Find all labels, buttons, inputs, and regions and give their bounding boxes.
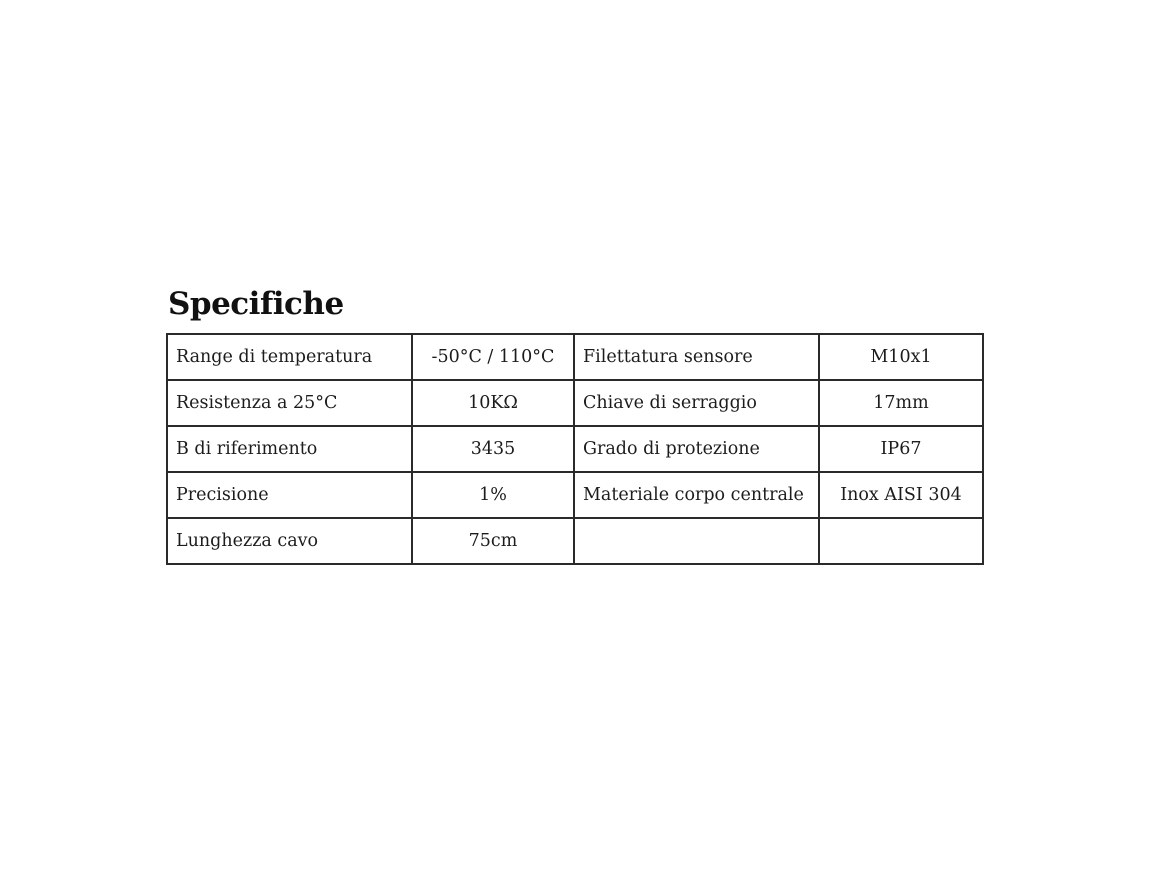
table-row: [167, 380, 983, 426]
spec-value-cell: -50°C / 110°C: [412, 334, 574, 380]
spec-value-cell: 1%: [412, 472, 574, 518]
empty-cell: [819, 518, 983, 564]
page-title: Specifiche: [168, 286, 344, 322]
spec-value-cell: IP67: [819, 426, 983, 472]
spec-value-cell: 10KΩ: [412, 380, 574, 426]
spec-label-cell: Chiave di serraggio: [574, 380, 819, 426]
spec-value-cell: 17mm: [819, 380, 983, 426]
spec-label-cell: Grado di protezione: [574, 426, 819, 472]
spec-label-cell: Filettatura sensore: [574, 334, 819, 380]
spec-value-cell: Inox AISI 304: [819, 472, 983, 518]
specifications-table: [166, 333, 984, 565]
empty-cell: [574, 518, 819, 564]
table-row: [167, 472, 983, 518]
spec-label-cell: B di riferimento: [167, 426, 412, 472]
spec-label-cell: Materiale corpo centrale: [574, 472, 819, 518]
table-row: [167, 334, 983, 380]
spec-label-cell: Range di temperatura: [167, 334, 412, 380]
spec-value-cell: 75cm: [412, 518, 574, 564]
spec-value-cell: M10x1: [819, 334, 983, 380]
spec-label-cell: Lunghezza cavo: [167, 518, 412, 564]
spec-label-cell: Precisione: [167, 472, 412, 518]
spec-label-cell: Resistenza a 25°C: [167, 380, 412, 426]
spec-value-cell: 3435: [412, 426, 574, 472]
table-row: [167, 518, 983, 564]
table-row: [167, 426, 983, 472]
